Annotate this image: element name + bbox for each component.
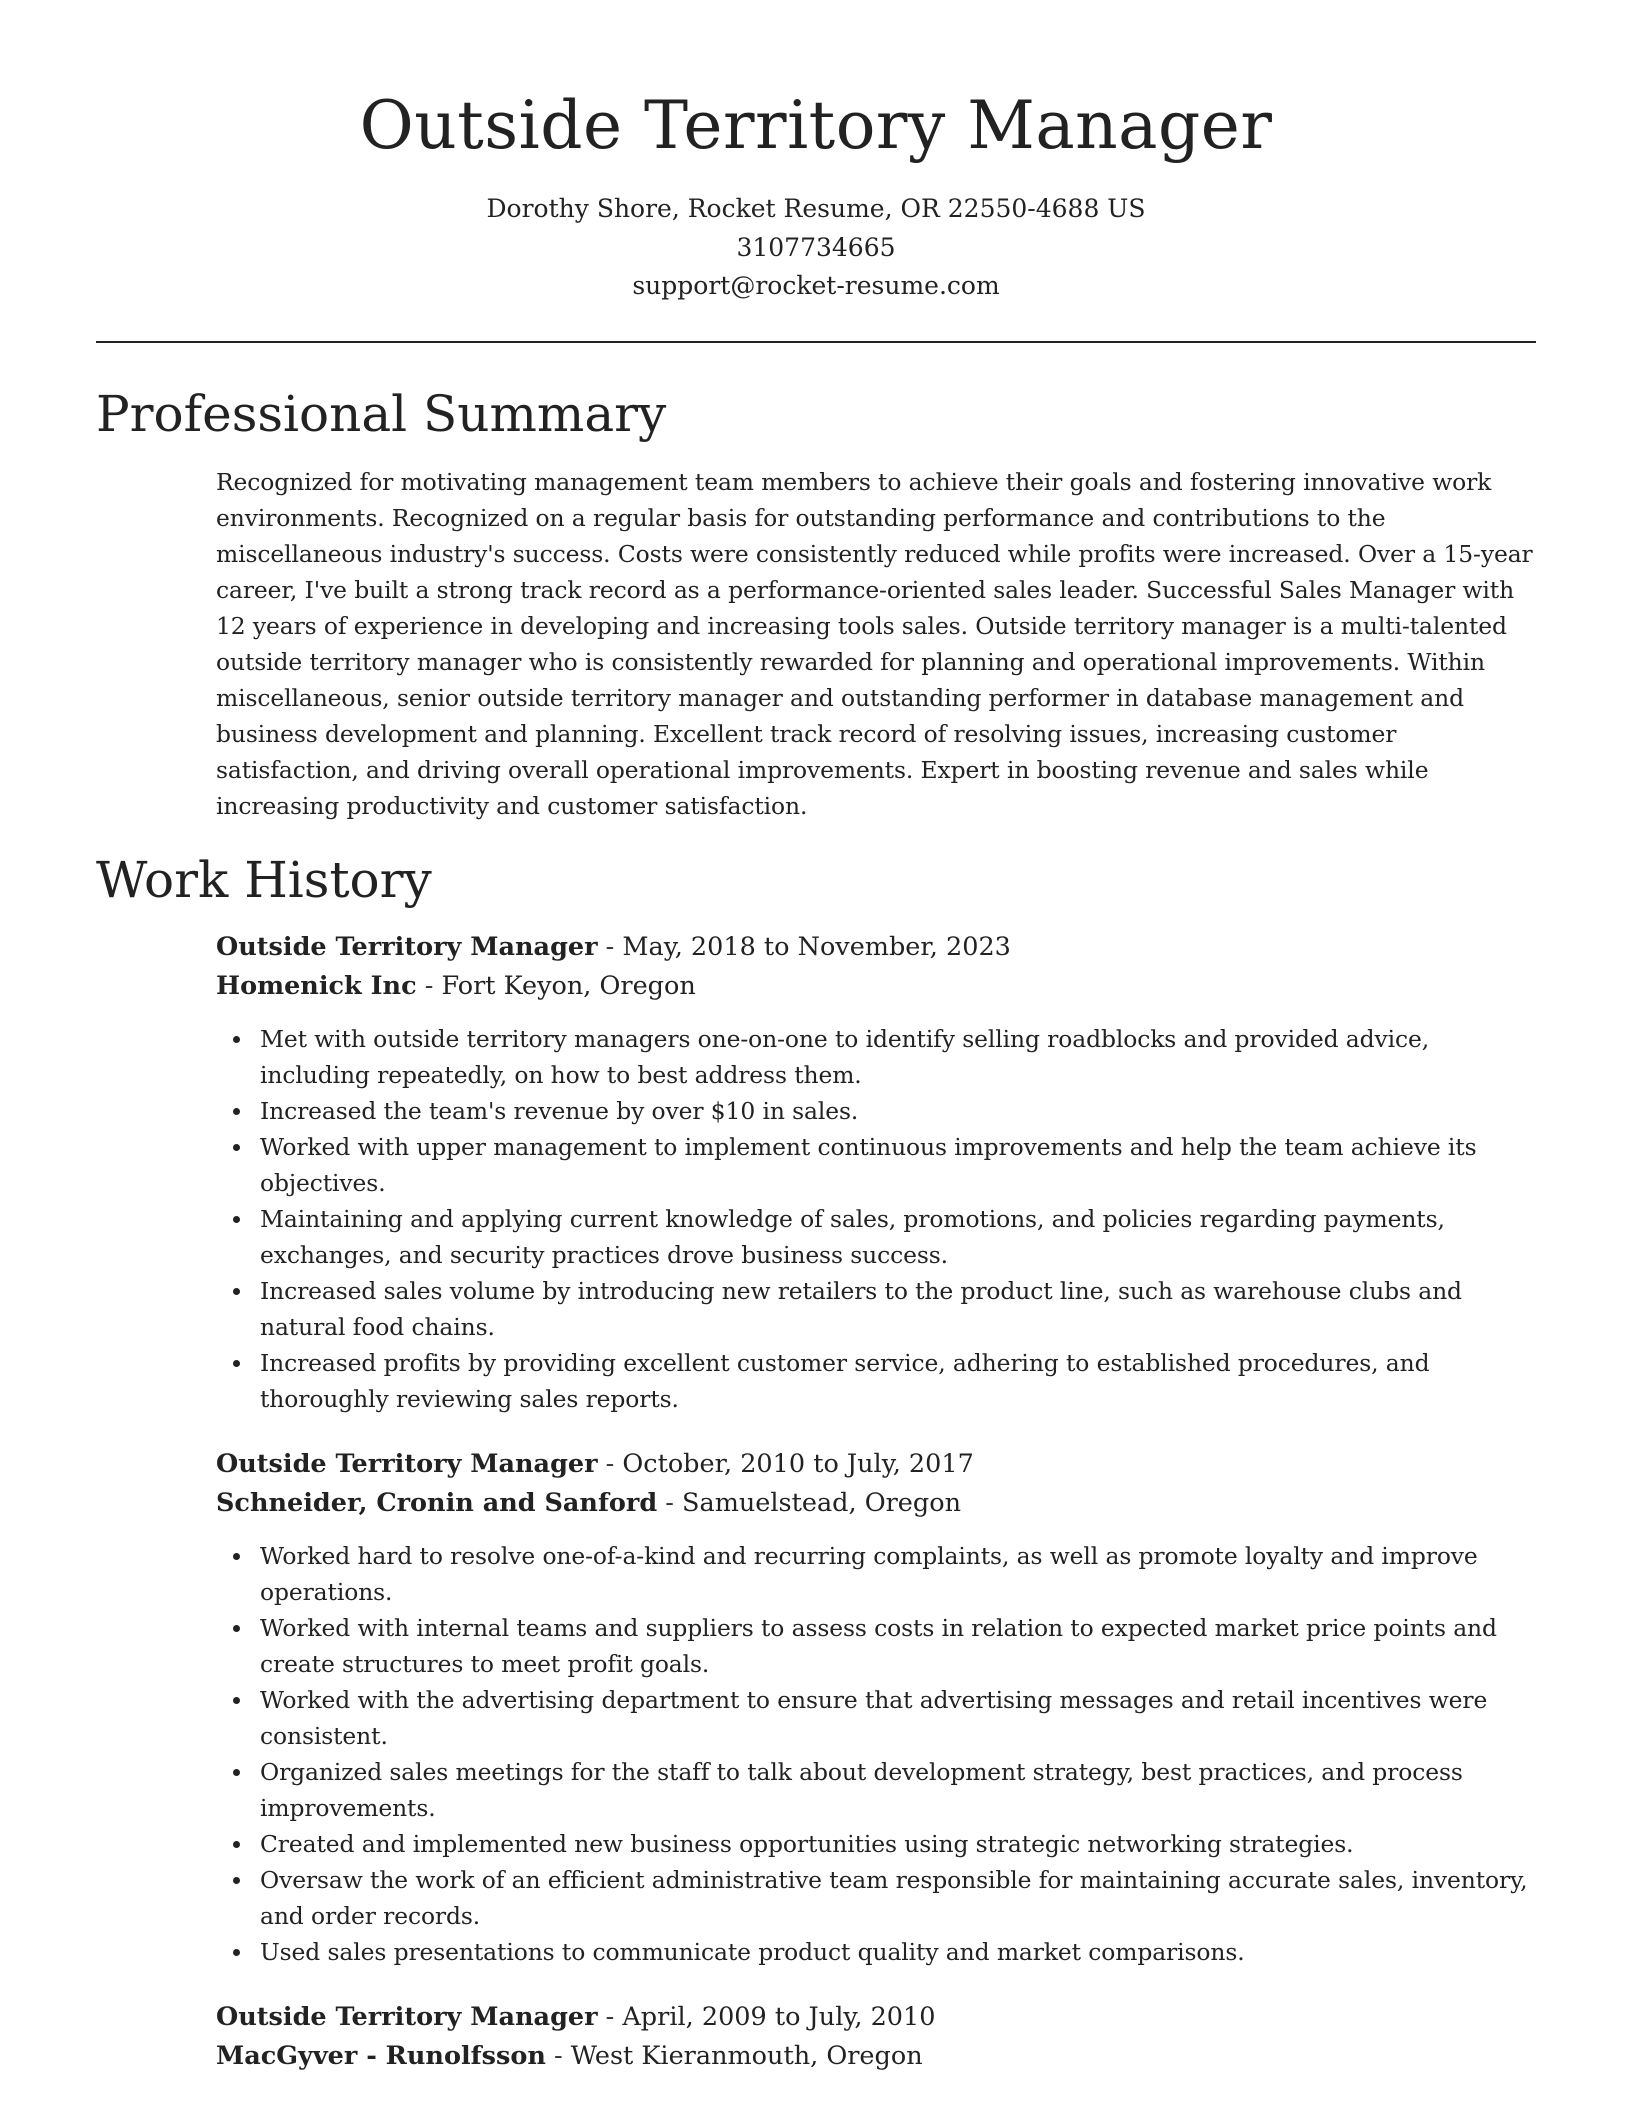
job-company-line: [216, 1484, 1536, 1523]
contact-block: [0, 190, 1632, 306]
separator: -: [597, 2002, 623, 2032]
job-bullet: Created and implemented new business opportunities using strategic networking strategies.: [260, 1826, 1536, 1862]
job-location: Fort Keyon, Oregon: [441, 970, 696, 1001]
job-entry: [216, 1445, 1536, 1970]
separator: -: [545, 2040, 571, 2071]
job-bullet: Increased profits by providing excellent customer service, adhering to established procedures, and thoroughly reviewing sales reports.: [260, 1345, 1536, 1417]
job-bullet: Oversaw the work of an efficient administrative team responsible for maintaining accurate sales, inventory, and order records.: [260, 1862, 1536, 1934]
header-divider: [96, 341, 1536, 343]
work-history-list: [216, 928, 1536, 2103]
job-entry: [216, 1998, 1536, 2075]
job-title: Outside Territory Manager: [216, 2002, 598, 2032]
job-bullet: Maintaining and applying current knowledge of sales, promotions, and policies regarding payments, exchanges, and security practices drove business success.: [260, 1201, 1536, 1273]
summary-heading: Professional Summary: [96, 385, 667, 443]
resume-title: Outside Territory Manager: [359, 87, 1273, 164]
separator: -: [416, 970, 442, 1001]
job-dates: October, 2010 to July, 2017: [622, 1449, 974, 1479]
contact-phone: 3107734665: [736, 232, 896, 262]
resume-header: [0, 82, 1632, 306]
summary-text: Recognized for motivating management team members to achieve their goals and fostering innovative work environments. Recognized on a regular basis for outstanding performance and contributions to the miscellaneous industry's success. Costs were consistently reduced while profits were increased. Over a 15-year career, I've built a strong track record as a performance-oriented sales leader. Successful Sales Manager with 12 years of experience in developing and increasing tools sales. Outside territory manager is a multi-talented outside territory manager who is consistently rewarded for planning and operational improvements. Within miscellaneous, senior outside territory manager and outstanding performer in database management and business development and planning. Excellent track record of resolving issues, increasing customer satisfaction, and driving overall operational improvements. Expert in boosting revenue and sales while increasing productivity and customer satisfaction.: [216, 468, 1533, 820]
job-bullets: [216, 1021, 1536, 1417]
contact-email: support@rocket-resume.com: [632, 271, 1000, 300]
job-bullet: Worked with upper management to implement continuous improvements and help the team achieve its objectives.: [260, 1129, 1536, 1201]
job-bullet: Organized sales meetings for the staff to talk about development strategy, best practices, and process improvements.: [260, 1754, 1536, 1826]
contact-address: Dorothy Shore, Rocket Resume, OR 22550-4688 US: [486, 194, 1146, 223]
separator: -: [597, 932, 623, 962]
job-bullet: Worked with the advertising department to ensure that advertising messages and retail incentives were consistent.: [260, 1682, 1536, 1754]
job-company: Schneider, Cronin and Sanford: [216, 1487, 658, 1518]
job-bullets: [216, 1538, 1536, 1970]
job-title: Outside Territory Manager: [216, 1449, 598, 1479]
job-title-line: [216, 928, 1536, 967]
job-bullet: Increased sales volume by introducing new retailers to the product line, such as warehouse clubs and natural food chains.: [260, 1273, 1536, 1345]
separator: -: [657, 1487, 683, 1518]
separator: -: [597, 1449, 623, 1479]
job-company: MacGyver - Runolfsson: [216, 2040, 546, 2071]
job-bullet: Increased the team's revenue by over $10 in sales.: [260, 1093, 1536, 1129]
job-title-line: [216, 1998, 1536, 2037]
job-location: Samuelstead, Oregon: [682, 1487, 961, 1518]
job-bullet: Used sales presentations to communicate product quality and market comparisons.: [260, 1934, 1536, 1970]
job-location: West Kieranmouth, Oregon: [570, 2040, 923, 2071]
job-bullet: Met with outside territory managers one-on-one to identify selling roadblocks and provided advice, including repeatedly, on how to best address them.: [260, 1021, 1536, 1093]
job-title: Outside Territory Manager: [216, 932, 598, 962]
job-company-line: [216, 2037, 1536, 2076]
job-company: Homenick Inc: [216, 970, 417, 1001]
job-title-line: [216, 1445, 1536, 1484]
job-entry: [216, 928, 1536, 1417]
job-dates: May, 2018 to November, 2023: [622, 932, 1011, 962]
job-dates: April, 2009 to July, 2010: [622, 2002, 936, 2032]
job-bullet: Worked hard to resolve one-of-a-kind and recurring complaints, as well as promote loyalty and improve operations.: [260, 1538, 1536, 1610]
job-company-line: [216, 967, 1536, 1006]
job-bullet: Worked with internal teams and suppliers to assess costs in relation to expected market price points and create structures to meet profit goals.: [260, 1610, 1536, 1682]
work-history-heading: Work History: [96, 851, 432, 909]
